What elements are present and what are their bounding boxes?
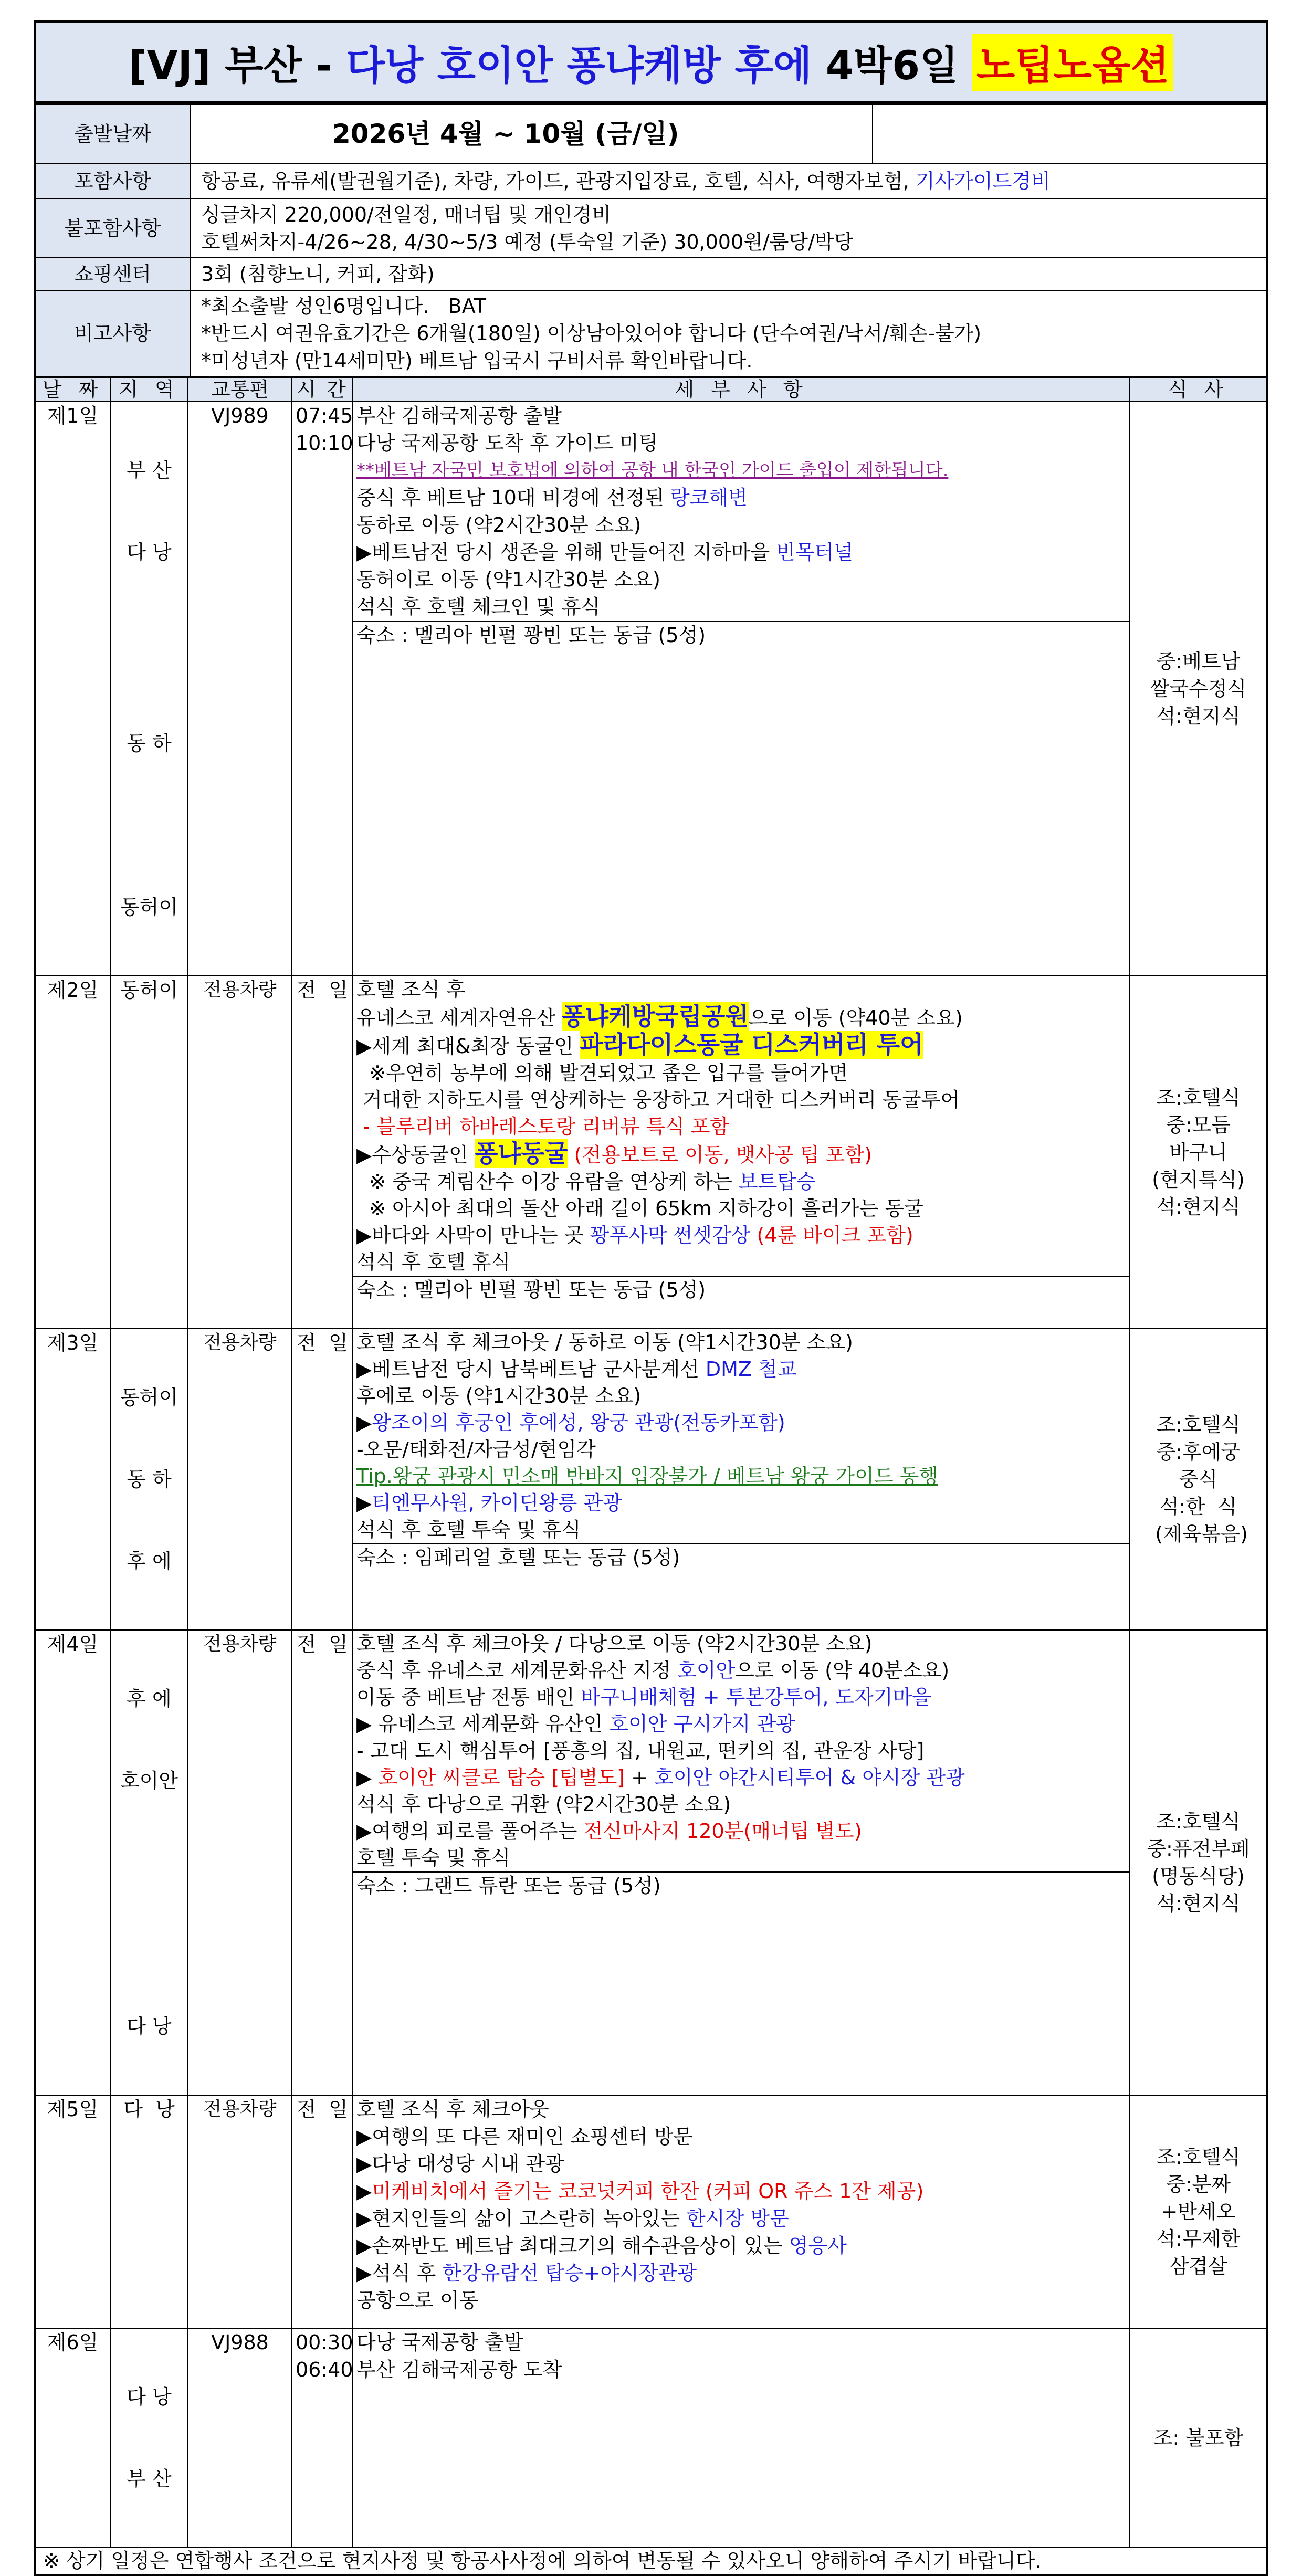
meal: 석:현지식 xyxy=(1156,705,1241,728)
transport: VJ989 xyxy=(188,402,292,976)
detail-line: 석식 후 호텔 체크인 및 휴식 xyxy=(356,595,601,618)
meal: 석:무제한 xyxy=(1156,2227,1241,2251)
detail-text: ▶베트남전 당시 남북베트남 군사분계선 xyxy=(356,1358,706,1381)
region: 다 낭 xyxy=(127,541,172,564)
detail-line: ▶여행의 또 다른 재미인 쇼핑센터 방문 xyxy=(356,2125,693,2148)
detail-line xyxy=(356,1490,1126,1517)
day-regions xyxy=(110,402,188,976)
departure-value: 2026년 4월 ~ 10월 (금/일) xyxy=(190,104,873,163)
meal: 중:베트남 xyxy=(1156,650,1241,673)
detail-highlight: 전신마사지 120분(매너팁 별도) xyxy=(583,1820,862,1843)
details xyxy=(353,1630,1130,2095)
included-label: 포함사항 xyxy=(35,163,190,199)
title-highlight: 노팁노옵션 xyxy=(972,34,1173,91)
detail-line xyxy=(356,1169,1126,1195)
detail-line: 석식 후 호텔 투숙 및 휴식 xyxy=(356,1518,581,1541)
day-regions xyxy=(110,1329,188,1630)
detail-line: 호텔 조식 후 xyxy=(356,978,466,1001)
time: 00:30 xyxy=(296,2331,353,2354)
remarks-line: *미성년자 (만14세미만) 베트남 입국시 구비서류 확인바랍니다. xyxy=(201,349,753,372)
hotel-line: 숙소 : 임페리얼 호텔 또는 동급 (5성) xyxy=(353,1543,1129,1571)
detail-line: 거대한 지하도시를 연상케하는 웅장하고 거대한 디스커버리 동굴투어 xyxy=(356,1088,960,1111)
region: 부 산 xyxy=(127,459,172,482)
departure-label: 출발날짜 xyxy=(35,104,190,163)
detail-line xyxy=(356,1657,1126,1684)
detail-text: ▶바다와 사막이 만나는 곳 xyxy=(356,1224,590,1247)
meal: 조:호텔식 xyxy=(1156,1413,1241,1436)
title-suffix: 4박6일 xyxy=(812,41,972,89)
footer-note: ※ 상기 일정은 연합행사 조건으로 현지사정 및 항공사사정에 의하여 변동될 수 있사오니 양해하여 주시기 바랍니다. xyxy=(35,2548,1267,2575)
excluded-value xyxy=(190,199,1267,258)
day-row xyxy=(35,976,1267,1329)
time: 전 일 xyxy=(292,976,353,1329)
detail-text: 으로 이동 (약40분 소요) xyxy=(748,1006,963,1029)
schedule-table xyxy=(34,377,1268,2576)
meal: 중식 xyxy=(1179,1468,1218,1491)
meal: 쌀국수정식 xyxy=(1150,677,1247,700)
detail-line: 호텔 조식 후 체크아웃 / 다낭으로 이동 (약2시간30분 소요) xyxy=(356,1632,873,1655)
excluded-label: 불포함사항 xyxy=(35,199,190,258)
detail-highlight: 호이안 구시가지 관광 xyxy=(609,1712,795,1736)
meals xyxy=(1130,1630,1267,2095)
day-row xyxy=(35,2328,1267,2548)
detail-line: 공항으로 이동 xyxy=(356,2289,479,2312)
time: 전 일 xyxy=(292,2095,353,2328)
details xyxy=(353,402,1130,976)
detail-line xyxy=(356,1140,1126,1169)
detail-line: 동허이로 이동 (약1시간30분 소요) xyxy=(356,568,660,591)
remarks-label: 비고사항 xyxy=(35,290,190,376)
remarks-line: *최소출발 성인6명입니다. BAT xyxy=(201,295,486,318)
detail-highlight: 호이안 야간시티투어 & 야시장 관광 xyxy=(654,1766,965,1789)
detail-line xyxy=(356,1764,1126,1791)
included-value xyxy=(190,163,1267,199)
detail-line xyxy=(356,1711,1126,1738)
region: 부 산 xyxy=(127,2467,172,2490)
meals xyxy=(1130,2328,1267,2548)
detail-text: ▶여행의 피로를 풀어주는 xyxy=(356,1820,584,1843)
detail-highlight: 호이안 씨클로 탑승 [팁별도] xyxy=(378,1766,625,1789)
meal: (현지특식) xyxy=(1152,1168,1245,1191)
detail-line: 동하로 이동 (약2시간30분 소요) xyxy=(356,513,642,537)
detail-highlight: 한강유람선 탑승+야시장관광 xyxy=(442,2262,697,2285)
detail-text: ※ 중국 계림산수 이강 유람을 연상케 하는 xyxy=(356,1170,739,1193)
detail-line: - 블루리버 하바레스토랑 리버뷰 특식 포함 xyxy=(356,1115,730,1138)
region: 동허이 xyxy=(120,1386,178,1409)
time: 07:45 xyxy=(296,404,353,427)
day-label: 제1일 xyxy=(35,402,110,976)
meal: 조:호텔식 xyxy=(1156,2146,1241,2169)
region: 후 에 xyxy=(127,1550,172,1573)
detail-text: 유네스코 세계자연유산 xyxy=(356,1006,562,1029)
day-row xyxy=(35,1329,1267,1630)
col-date: 날 짜 xyxy=(35,377,110,402)
transport: 전용차량 xyxy=(188,2095,292,2328)
detail-line: 호텔 조식 후 체크아웃 / 동하로 이동 (약1시간30분 소요) xyxy=(356,1331,853,1354)
detail-text: (4륜 바이크 포함) xyxy=(750,1224,914,1247)
day-label: 제2일 xyxy=(35,976,110,1329)
meal: 조: 불포함 xyxy=(1153,2426,1244,2449)
title-destinations: 다낭 호이안 퐁냐케방 후에 xyxy=(346,41,812,89)
col-details: 세 부 사 항 xyxy=(353,377,1130,402)
region: 후 에 xyxy=(127,1687,172,1710)
detail-highlight: 호이안 xyxy=(677,1659,736,1682)
transport: VJ988 xyxy=(188,2328,292,2548)
details xyxy=(353,976,1130,1329)
time: 전 일 xyxy=(292,1630,353,2095)
detail-line xyxy=(356,1003,1126,1032)
schedule-header xyxy=(35,377,1267,402)
region: 호이안 xyxy=(120,1769,178,1792)
detail-line: **베트남 자국민 보호법에 의하여 공항 내 한국인 가이드 출입이 제한됩니다. xyxy=(356,460,949,481)
shopping-value: 3회 (침향노니, 커피, 잡화) xyxy=(190,258,1267,290)
detail-highlight: 미케비치에서 즐기는 코코넛커피 한잔 (커피 OR 쥬스 1잔 제공) xyxy=(372,2180,924,2203)
info-table xyxy=(34,104,1268,377)
details xyxy=(353,2095,1130,2328)
transport: 전용차량 xyxy=(188,1329,292,1630)
meal: 석:현지식 xyxy=(1156,1195,1241,1218)
region: 동 하 xyxy=(127,732,172,755)
col-region: 지 역 xyxy=(110,377,188,402)
detail-line: -오문/태화전/자금성/현임각 xyxy=(356,1438,596,1461)
times xyxy=(292,2328,353,2548)
meal: 중:후에궁 xyxy=(1156,1441,1241,1464)
col-time: 시 간 xyxy=(292,377,353,402)
detail-highlight: 왕조이의 후궁인 후에성, 왕궁 관광(전동카포함) xyxy=(372,1411,785,1434)
detail-line xyxy=(356,1356,1126,1383)
detail-line: 호텔 조식 후 체크아웃 xyxy=(356,2098,549,2121)
departure-empty-cell xyxy=(873,104,1267,163)
transport: 전용차량 xyxy=(188,1630,292,2095)
meal: +반세오 xyxy=(1161,2200,1236,2223)
detail-line: 석식 후 다낭으로 귀환 (약2시간30분 소요) xyxy=(356,1793,731,1816)
detail-line: ※우연히 농부에 의해 발견되었고 좁은 입구를 들어가면 xyxy=(356,1061,848,1085)
detail-line: 다낭 국제공항 출발 xyxy=(356,2331,523,2354)
detail-text: + xyxy=(625,1766,654,1789)
meal: 중:분짜 xyxy=(1166,2173,1231,2196)
region: 동 하 xyxy=(127,1468,172,1491)
meal: 중:모듬 xyxy=(1166,1113,1231,1137)
day-regions xyxy=(110,1630,188,2095)
detail-text: ▶ 유네스코 세계문화 유산인 xyxy=(356,1712,610,1736)
meal: 삼겹살 xyxy=(1169,2255,1227,2278)
itinerary-document xyxy=(34,20,1268,2576)
title-prefix: [VJ] 부산 - xyxy=(129,41,346,89)
meal: 조:호텔식 xyxy=(1156,1086,1241,1109)
detail-text: 중식 후 베트남 10대 비경에 선정된 xyxy=(356,486,671,509)
included-text: 항공료, 유류세(발권월기준), 차량, 가이드, 관광지입장료, 호텔, 식사, 여행자보험, xyxy=(201,170,916,193)
detail-text: ▶ xyxy=(356,2180,372,2203)
remarks-value xyxy=(190,290,1267,376)
details xyxy=(353,1329,1130,1630)
detail-highlight: 빈목터널 xyxy=(776,541,853,564)
detail-line: 호텔 투숙 및 휴식 xyxy=(356,1846,511,1869)
meal: 석:한 식 xyxy=(1159,1495,1237,1518)
detail-line: 부산 김해국제공항 도착 xyxy=(356,2358,562,2381)
day-regions xyxy=(110,2328,188,2548)
detail-line xyxy=(356,1684,1126,1711)
detail-line: ※ 아시아 최대의 돌산 아래 길이 65km 지하강이 흘러가는 동굴 xyxy=(356,1197,923,1220)
detail-line xyxy=(356,2205,1126,2232)
included-blue-text: 기사가이드경비 xyxy=(915,170,1051,193)
detail-text: ▶손짜반도 베트남 최대크기의 해수관음상이 있는 xyxy=(356,2234,789,2257)
day-row xyxy=(35,402,1267,976)
detail-line: ▶다낭 대성당 시내 관광 xyxy=(356,2152,564,2175)
region: 다 낭 xyxy=(127,2385,172,2409)
meal: (명동식당) xyxy=(1152,1865,1245,1888)
detail-highlight: DMZ 철교 xyxy=(705,1358,797,1381)
col-meals: 식 사 xyxy=(1130,377,1267,402)
detail-text: (전용보트로 이동, 뱃사공 팁 포함) xyxy=(568,1143,872,1166)
day-row xyxy=(35,2095,1267,2328)
detail-line xyxy=(356,1222,1126,1249)
meal: (제육볶음) xyxy=(1149,1522,1248,1545)
detail-line xyxy=(356,539,1126,566)
detail-line xyxy=(356,1410,1126,1436)
detail-text: ▶수상동굴인 xyxy=(356,1143,475,1166)
transport: 전용차량 xyxy=(188,976,292,1329)
detail-text: ▶세계 최대&최장 동굴인 xyxy=(356,1035,580,1058)
detail-line xyxy=(356,2178,1126,2205)
detail-highlight: 티엔무사원, 카이딘왕릉 관광 xyxy=(372,1491,622,1515)
detail-line: 석식 후 호텔 휴식 xyxy=(356,1250,511,1274)
meals xyxy=(1130,1329,1267,1630)
detail-line: 부산 김해국제공항 출발 xyxy=(356,404,562,427)
day-region: 동허이 xyxy=(110,976,188,1329)
hotel-line: 숙소 : 멜리아 빈펄 꽝빈 또는 동급 (5성) xyxy=(353,621,1129,649)
meal: 바구니 xyxy=(1169,1141,1227,1164)
meal: 중:퓨전부페 xyxy=(1147,1837,1250,1860)
day-label: 제6일 xyxy=(35,2328,110,2548)
hotel-line: 숙소 : 멜리아 빈펄 꽝빈 또는 동급 (5성) xyxy=(353,1276,1129,1303)
region: 다 낭 xyxy=(127,2015,172,2038)
detail-highlight: 퐁냐케방국립공원 xyxy=(562,1002,749,1031)
times xyxy=(292,402,353,976)
detail-highlight: 퐁냐동굴 xyxy=(474,1139,568,1168)
detail-highlight: 영응사 xyxy=(789,2234,847,2257)
detail-highlight: 보트탑승 xyxy=(738,1170,816,1193)
time: 전 일 xyxy=(292,1329,353,1630)
detail-highlight: 랑코해변 xyxy=(670,486,748,509)
detail-line xyxy=(356,1032,1126,1060)
day-region: 다 낭 xyxy=(110,2095,188,2328)
detail-line xyxy=(356,2232,1126,2259)
time: 06:40 xyxy=(296,2358,353,2381)
meal: 조:호텔식 xyxy=(1156,1810,1241,1833)
detail-line xyxy=(356,2259,1126,2287)
detail-text: ▶ xyxy=(356,1766,379,1789)
excluded-line: 싱글차지 220,000/전일정, 매너팁 및 개인경비 xyxy=(201,203,611,226)
meals xyxy=(1130,976,1267,1329)
excluded-line: 호텔써차지-4/26~28, 4/30~5/3 예정 (투숙일 기준) 30,000원/룸당/박당 xyxy=(201,230,854,254)
col-transport: 교통편 xyxy=(188,377,292,402)
detail-line: - 고대 도시 핵심투어 [풍흥의 집, 내원교, 떤키의 집, 관운장 사당] xyxy=(356,1739,925,1762)
remarks-line: *반드시 여권유효기간은 6개월(180일) 이상남아있어야 합니다 (단수여권/낙서/훼손-불가) xyxy=(201,322,982,345)
detail-line xyxy=(356,484,1126,511)
detail-line: 후에로 이동 (약1시간30분 소요) xyxy=(356,1384,642,1407)
day-label: 제5일 xyxy=(35,2095,110,2328)
day-row xyxy=(35,1630,1267,2095)
day-label: 제3일 xyxy=(35,1329,110,1630)
page-title xyxy=(34,20,1268,104)
shopping-label: 쇼핑센터 xyxy=(35,258,190,290)
details xyxy=(353,2328,1130,2548)
day-label: 제4일 xyxy=(35,1630,110,2095)
detail-text: ▶베트남전 당시 생존을 위해 만들어진 지하마을 xyxy=(356,541,776,564)
detail-text: ▶ xyxy=(356,1411,372,1434)
detail-highlight: 바구니배체험 + 투본강투어, 도자기마을 xyxy=(581,1686,931,1709)
meal: 석:현지식 xyxy=(1156,1892,1241,1915)
detail-highlight: 파라다이스동굴 디스커버리 투어 xyxy=(580,1031,923,1059)
detail-text: 중식 후 유네스코 세계문화유산 지정 xyxy=(356,1659,678,1682)
meals xyxy=(1130,2095,1267,2328)
detail-line xyxy=(356,1818,1126,1845)
detail-highlight: 한시장 방문 xyxy=(686,2207,789,2230)
detail-line: Tip.왕궁 관광시 민소매 반바지 입장불가 / 베트남 왕궁 가이드 동행 xyxy=(356,1465,939,1488)
detail-text: ▶석식 후 xyxy=(356,2262,443,2285)
detail-text: ▶현지인들의 삶이 고스란히 녹아있는 xyxy=(356,2207,687,2230)
detail-text: 으로 이동 (약 40분소요) xyxy=(735,1659,950,1682)
detail-highlight: 꽝푸사막 썬셋감상 xyxy=(590,1224,751,1247)
hotel-line: 숙소 : 그랜드 튜란 또는 동급 (5성) xyxy=(353,1871,1129,1899)
region: 동허이 xyxy=(120,896,178,919)
time: 10:10 xyxy=(296,432,353,455)
detail-line: 다낭 국제공항 도착 후 가이드 미팅 xyxy=(356,432,658,455)
meals xyxy=(1130,402,1267,976)
detail-text: ▶ xyxy=(356,1491,372,1515)
detail-text: 이동 중 베트남 전통 배인 xyxy=(356,1686,581,1709)
